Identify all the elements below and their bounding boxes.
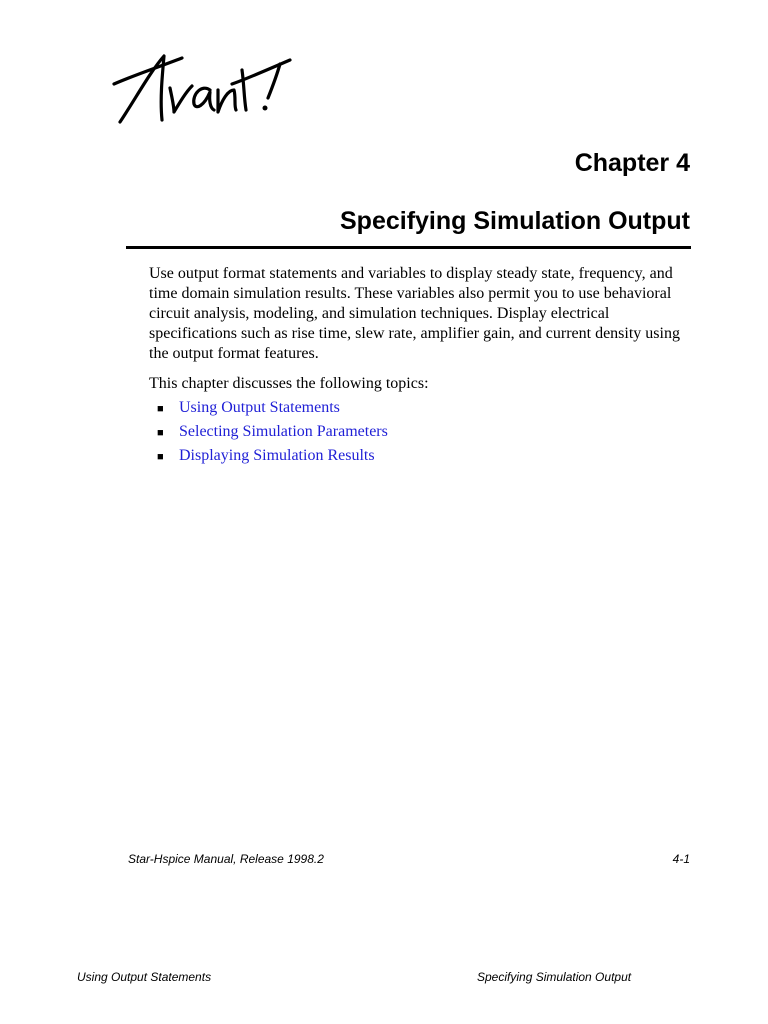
chapter-title: Specifying Simulation Output xyxy=(340,207,690,235)
intro-paragraph: Use output format statements and variables to display steady state, frequency, and time domain simulation results. These variables also permit you to use behavioral circuit analysis, modeling, and simulation techniques. Display electrical specifications such as rise time, slew rate, amplifier gain, and current density using the output format features. xyxy=(149,265,680,362)
footer-manual-title: Star-Hspice Manual, Release 1998.2 xyxy=(128,852,324,866)
topic-link-simulation-results[interactable]: Displaying Simulation Results xyxy=(179,447,375,464)
topics-lead: This chapter discusses the following topics: xyxy=(149,375,429,392)
topic-link-output-statements[interactable]: Using Output Statements xyxy=(179,399,340,416)
square-bullet-icon: ■ xyxy=(157,451,164,463)
list-item xyxy=(157,422,388,446)
topic-link-simulation-parameters[interactable]: Selecting Simulation Parameters xyxy=(179,423,388,440)
square-bullet-icon: ■ xyxy=(157,403,164,415)
chapter-number: Chapter 4 xyxy=(574,149,690,177)
footer-section-left: Using Output Statements xyxy=(77,970,212,984)
topic-list xyxy=(157,398,388,470)
list-item xyxy=(157,398,388,422)
avant-logo-mark xyxy=(112,50,292,130)
avant-logo xyxy=(112,50,292,130)
footer-page-number: 4-1 xyxy=(672,852,690,866)
footer-section-right: Specifying Simulation Output xyxy=(477,970,632,984)
title-rule xyxy=(126,246,691,249)
square-bullet-icon: ■ xyxy=(157,427,164,439)
list-item xyxy=(157,446,388,470)
